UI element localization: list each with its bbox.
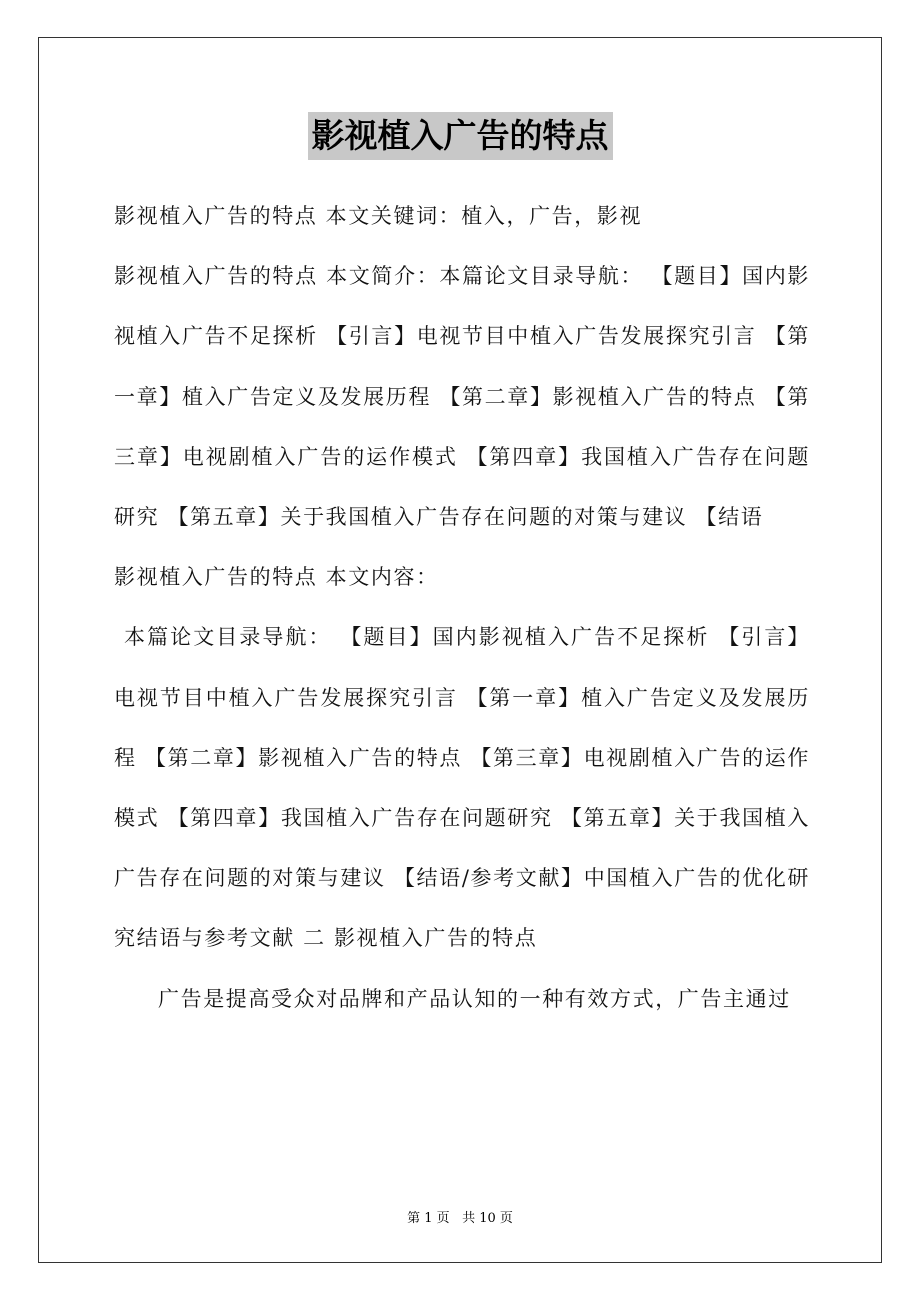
page-footer: [0, 1207, 920, 1226]
paragraph-summary[interactable]: 影视植入广告的特点 本文简介：本篇论文目录导航： 【题目】国内影视植入广告不足探析 【引言】电视节目中植入广告发展探究引言 【第一章】植入广告定义及发展历程 【第二章】影视植入广告的特点 【第三章】电视剧植入广告的运作模式 【第四章】我国植入广告存在问题研究 【第五章】关于我国植入广告存在问题的对策与建议 【结语: [114, 264, 810, 530]
paragraph-keywords[interactable]: 影视植入广告的特点 本文关键词：植入，广告，影视: [114, 204, 643, 228]
document-body: [114, 186, 810, 1029]
page-number: 第 1 页: [407, 1211, 450, 1226]
page-total: 共 10 页: [462, 1211, 513, 1226]
title-container: [0, 112, 920, 160]
paragraph-toc[interactable]: 本篇论文目录导航： 【题目】国内影视植入广告不足探析 【引言】电视节目中植入广告发展探究引言 【第一章】植入广告定义及发展历程 【第二章】影视植入广告的特点 【第三章】电视剧植入广告的运作模式 【第四章】我国植入广告存在问题研究 【第五章】关于我国植入广告存在问题的对策与建议 【结语/参考文献】中国植入广告的优化研究结语与参考文献 二 影视植入广告的特点: [114, 625, 810, 951]
paragraph-body[interactable]: 广告是提高受众对品牌和产品认知的一种有效方式，广告主通过: [158, 986, 791, 1011]
document-title[interactable]: 影视植入广告的特点: [308, 112, 613, 160]
paragraph-content-heading[interactable]: 影视植入广告的特点 本文内容：: [114, 565, 439, 590]
